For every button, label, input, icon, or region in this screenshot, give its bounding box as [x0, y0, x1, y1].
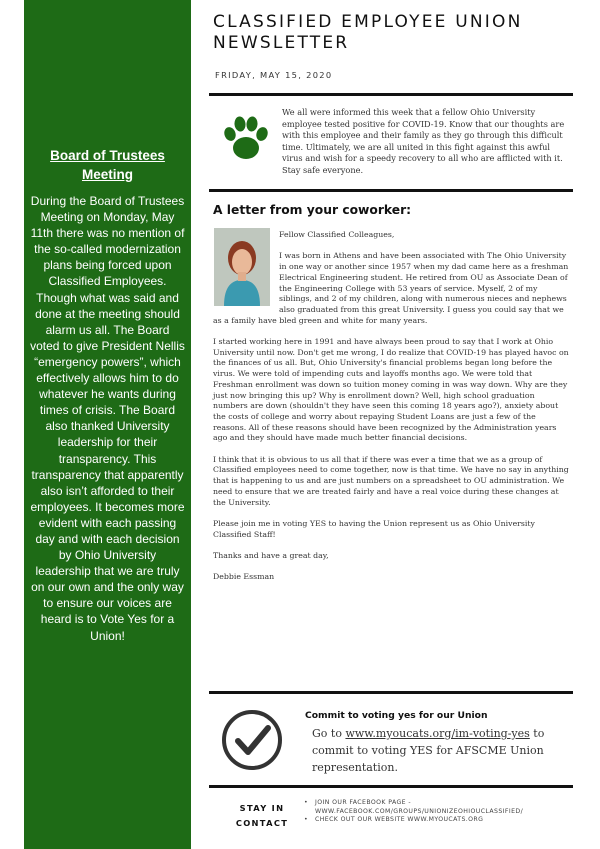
covid-notice: We all were informed this week that a fellow Ohio University employee tested positive for COVID-19. Know that our thoughts are with this employee and their family as they go through this difficult time. Ultimately, we are all united in this fight against this awful virus and wish for a speedy recovery to all who are afflicted with it. Stay safe everyone. [282, 107, 565, 175]
letter-heading: A letter from your coworker: [213, 203, 412, 217]
sidebar-body: During the Board of Trustees Meeting on Monday, May 11th there was no mention of the so-called modernization plans being forced upon Classified Employees. Though what was said and done at the meeting should alarm us all. The Board voted to give President Nellis “emergency powers”, which effectively allows him to do whatever he wants during times of crisis. The Board also thanked University leadership for their transparency. This transparency that apparently also isn’t afforded to their employees. It becomes more evident with each passing day and with each decision by Ohio University leadership that we are truly on our own and the only way to ensure our voices are heard is to Vote Yes for a Union! [30, 194, 185, 643]
letter-paragraph: Fellow Classified Colleagues, [279, 230, 395, 239]
contact-label-line: STAY IN [239, 803, 285, 813]
letter-paragraph: I started working here in 1991 and have always been proud to say that I work at Ohio University until now. Don't get me wrong, I do realize that COVID-19 has played havoc on the finances of us all. But, Ohio University's financial problems began long before the virus. We were told of impending cuts and layoffs months ago. We were told that Freshman enrollment was down so tuition money coming in was way down. Why are they just now bringing this up? Why is enrollment down? Well, high school graduation numbers are down (shouldn't they have seen this coming 18 years ago?), anxiety about the costs of college and worry about repaying Student Loans are just a few of the reasons. All of these reasons should have been recognized by the Administration years ago and they should have made much better financial decisions. [213, 337, 569, 443]
newsletter-title: CLASSIFIED EMPLOYEE UNION NEWSLETTER [213, 12, 523, 53]
contact-list [304, 799, 579, 825]
stay-in-contact-label [232, 801, 292, 831]
sidebar [24, 0, 191, 849]
letter-body [213, 230, 571, 594]
contact-item-facebook[interactable]: • JOIN OUR FACEBOOK PAGE - WWW.FACEBOOK.COM/GROUPS/UNIONIZEOHIOUCLASSIFIED/ [304, 799, 579, 816]
divider-top [209, 93, 573, 96]
commit-link[interactable]: www.myoucats.org/im-voting-yes [345, 727, 530, 740]
divider-notice [209, 189, 573, 192]
letter-paragraph: Please join me in voting YES to having the Union represent us as Ohio University Classified Staff! [213, 518, 535, 539]
divider-commit-bottom [209, 785, 573, 788]
letter-paragraph: I was born in Athens and have been associated with The Ohio University in one way or another since 1957 when my dad came here as a freshman Electrical Engineering student. He retired from OU as Associate Dean of the Engineering College with 53 years of service. Myself, 2 of my siblings, and 2 of my children, along with numerous nieces and nephews also graduated from this great University. I guess you could say that we as a family have bled green and white for many years. [213, 251, 569, 325]
checkmark-circle-icon [220, 708, 284, 772]
commit-text-post: to commit to voting YES for AFSCME Union representation. [312, 727, 545, 774]
letter-signature: Debbie Essman [213, 572, 275, 582]
commit-text-pre: Go to [312, 727, 346, 740]
letter-paragraph: Thanks and have a great day, [213, 551, 329, 561]
letter-paragraph: I think that it is obvious to us all that if there was ever a time that we as a group of Classified employees need to come together, now is that time. We have no say in anything that is happening to us and are just numbers on a spreadsheet to OU administration. We need to ensure that we are treated fairly and have a real voice during these changes at the University. [213, 454, 569, 507]
commit-heading: Commit to voting yes for our Union [305, 710, 488, 721]
commit-text [312, 725, 574, 776]
paw-print-icon [221, 113, 271, 163]
newsletter-date: FRIDAY, MAY 15, 2020 [215, 70, 333, 80]
contact-item-website[interactable]: • CHECK OUT OUR WEBSITE WWW.MYOUCATS.ORG [304, 816, 579, 825]
contact-label-line: CONTACT [235, 818, 289, 828]
sidebar-heading: Board of Trustees Meeting [50, 148, 165, 182]
divider-commit-top [209, 691, 573, 694]
